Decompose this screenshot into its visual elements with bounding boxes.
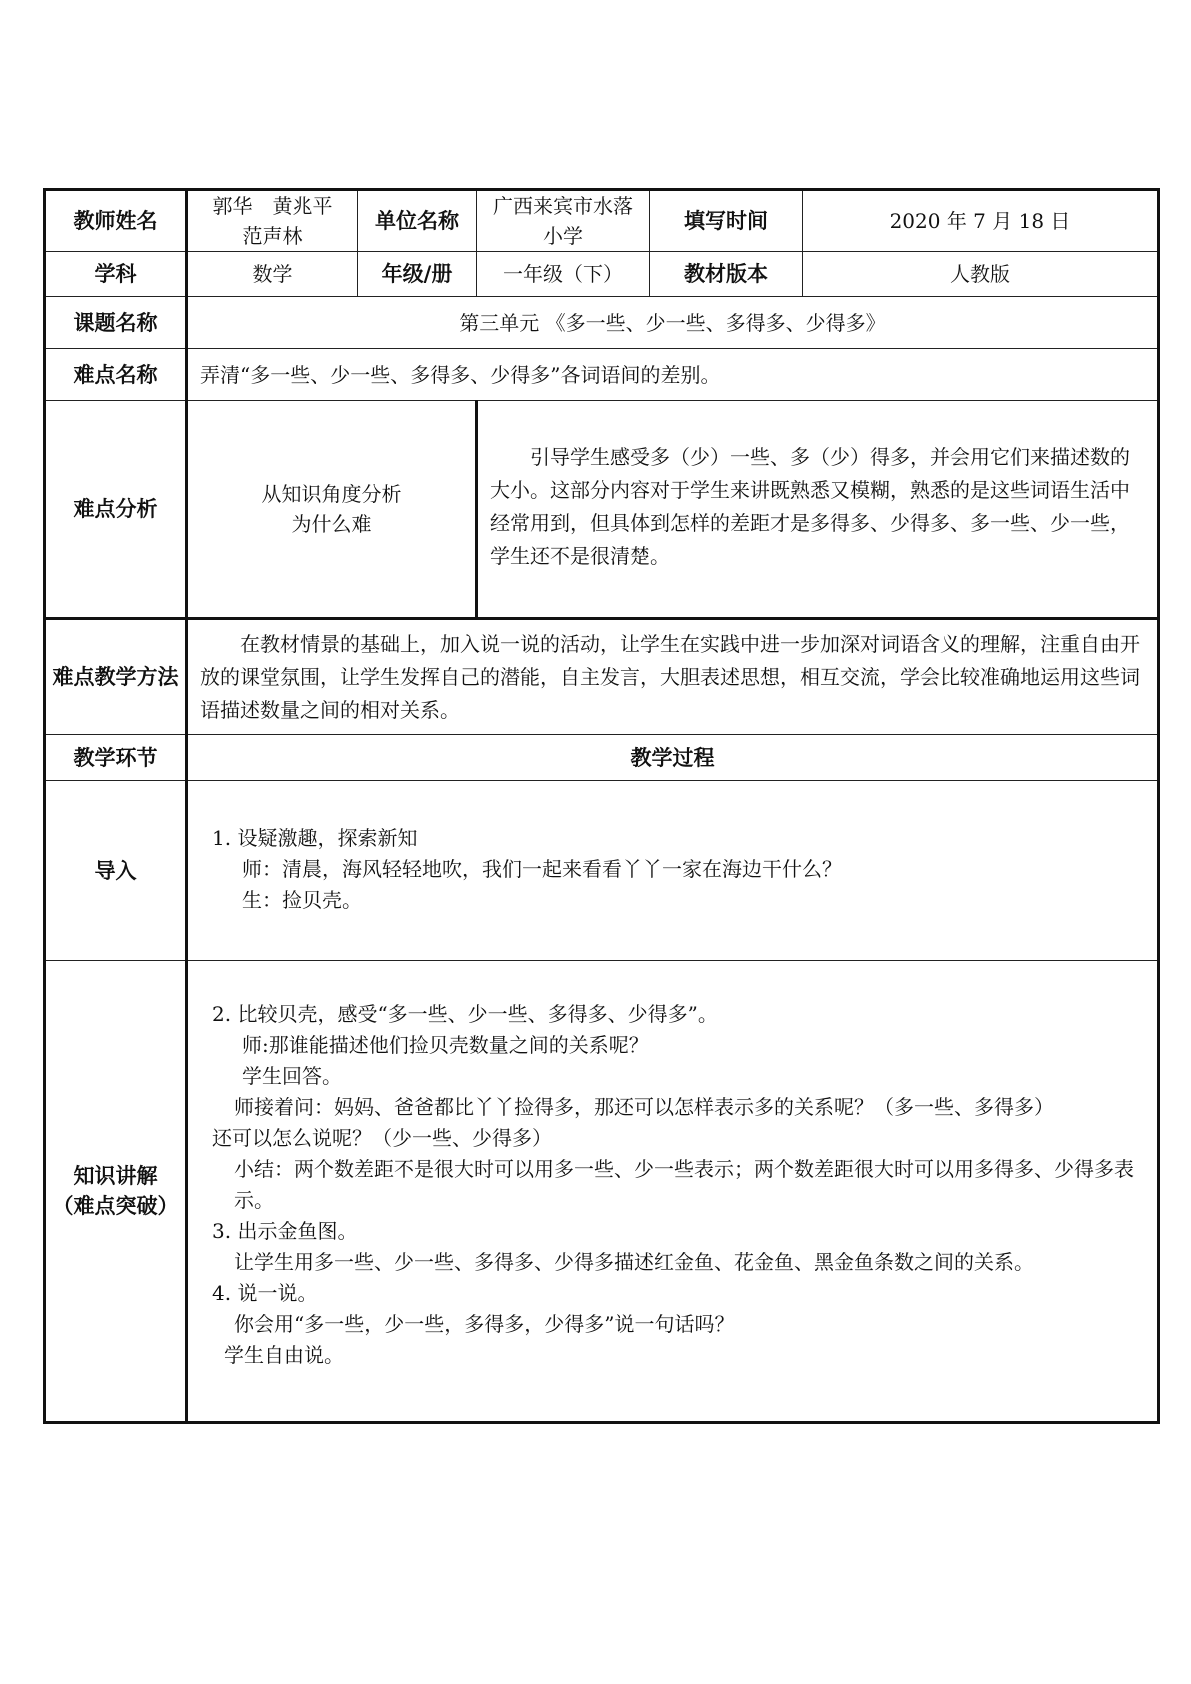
subject-value: 数学 <box>187 252 358 297</box>
knowledge-line-10: 你会用“多一些，少一些，多得多，少得多”说一句话吗？ <box>234 1312 735 1336</box>
knowledge-line-6: 小结：两个数差距不是很大时可以用多一些、少一些表示；两个数差距很大时可以用多得多、少得多表示。 <box>234 1157 1134 1212</box>
subject-row <box>45 252 1159 297</box>
knowledge-line-8: 让学生用多一些、少一些、多得多、少得多描述红金鱼、花金鱼、黑金鱼条数之间的关系。 <box>234 1250 1034 1274</box>
header-row <box>45 190 1159 252</box>
intro-row <box>45 781 1159 961</box>
analysis-angle-line2: 为什么难 <box>291 512 372 536</box>
process-header-row <box>45 735 1159 781</box>
knowledge-label-line1: 知识讲解 <box>73 1164 158 1188</box>
topic-label: 课题名称 <box>45 297 187 349</box>
process-header: 教学过程 <box>187 735 1159 781</box>
knowledge-row <box>45 961 1159 1423</box>
knowledge-line-11: 学生自由说。 <box>224 1343 344 1367</box>
intro-label: 导入 <box>45 781 187 961</box>
teacher-names-line2: 范声林 <box>242 224 303 248</box>
analysis-row <box>45 401 1159 619</box>
unit-name-line2: 小学 <box>543 224 583 248</box>
analysis-text: 引导学生感受多（少）一些、多（少）得多，并会用它们来描述数的大小。这部分内容对于学生来讲既熟悉又模糊，熟悉的是这些词语生活中经常用到，但具体到怎样的差距才是多得多、少得多、多一些、少一些，学生还不是很清楚。 <box>477 401 1159 619</box>
knowledge-label-line2: （难点突破） <box>52 1194 179 1218</box>
edition-label: 教材版本 <box>650 252 803 297</box>
topic-row <box>45 297 1159 349</box>
grade-value: 一年级（下） <box>477 252 650 297</box>
unit-label: 单位名称 <box>358 190 477 252</box>
unit-name-line1: 广西来宾市水落 <box>493 194 633 218</box>
knowledge-label <box>45 961 187 1423</box>
teacher-names-line1: 郭华 黄兆平 <box>212 194 333 218</box>
teacher-names <box>187 190 358 252</box>
knowledge-line-5: 还可以怎么说呢？（少一些、少得多） <box>212 1126 552 1150</box>
knowledge-line-7: 3. 出示金鱼图。 <box>212 1219 358 1243</box>
difficulty-row <box>45 349 1159 401</box>
stage-header: 教学环节 <box>45 735 187 781</box>
intro-line-2: 师：清晨，海风轻轻地吹，我们一起来看看丫丫一家在海边干什么？ <box>242 857 842 881</box>
lesson-plan-table <box>43 188 1160 1424</box>
subject-label: 学科 <box>45 252 187 297</box>
knowledge-line-1: 2. 比较贝壳，感受“多一些、少一些、多得多、少得多”。 <box>212 1002 718 1026</box>
knowledge-line-2: 师:那谁能描述他们捡贝壳数量之间的关系呢？ <box>242 1033 649 1057</box>
analysis-label: 难点分析 <box>45 401 187 619</box>
topic-value: 第三单元 《多一些、少一些、多得多、少得多》 <box>187 297 1159 349</box>
intro-line-1: 1. 设疑激趣，探索新知 <box>212 826 418 850</box>
analysis-angle <box>187 401 477 619</box>
intro-content <box>187 781 1159 961</box>
method-label: 难点教学方法 <box>45 619 187 735</box>
analysis-angle-line1: 从知识角度分析 <box>261 482 402 506</box>
unit-name <box>477 190 650 252</box>
knowledge-content <box>187 961 1159 1423</box>
knowledge-line-4: 师接着问：妈妈、爸爸都比丫丫捡得多，那还可以怎样表示多的关系呢？（多一些、多得多） <box>234 1095 1054 1119</box>
knowledge-line-9: 4. 说一说。 <box>212 1281 318 1305</box>
method-row <box>45 619 1159 735</box>
edition-value: 人教版 <box>803 252 1159 297</box>
difficulty-label: 难点名称 <box>45 349 187 401</box>
teacher-label: 教师姓名 <box>45 190 187 252</box>
date-value: 2020 年 7 月 18 日 <box>803 190 1159 252</box>
method-text: 在教材情景的基础上，加入说一说的活动，让学生在实践中进一步加深对词语含义的理解，注重自由开放的课堂氛围，让学生发挥自己的潜能，自主发言，大胆表述思想，相互交流，学会比较准确地运用这些词语描述数量之间的相对关系。 <box>187 619 1159 735</box>
difficulty-value: 弄清“多一些、少一些、多得多、少得多”各词语间的差别。 <box>187 349 1159 401</box>
knowledge-line-3: 学生回答。 <box>242 1064 342 1088</box>
date-label: 填写时间 <box>650 190 803 252</box>
grade-label: 年级/册 <box>358 252 477 297</box>
intro-line-3: 生：捡贝壳。 <box>242 888 362 912</box>
